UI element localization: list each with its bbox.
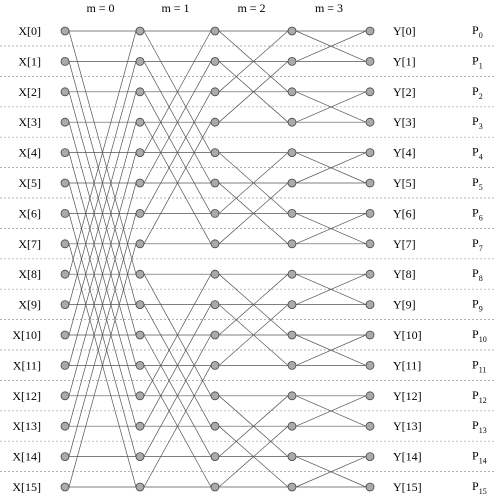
butterfly-node bbox=[136, 88, 144, 96]
processor-letter: P bbox=[472, 53, 479, 68]
processor-label bbox=[472, 479, 487, 496]
processor-label bbox=[472, 23, 483, 40]
butterfly-node bbox=[366, 453, 374, 461]
output-label: Y[6] bbox=[393, 206, 416, 221]
processor-label bbox=[472, 388, 487, 405]
processor-index: 5 bbox=[478, 183, 483, 192]
input-label: X[1] bbox=[18, 54, 41, 69]
input-label: X[4] bbox=[18, 145, 41, 160]
butterfly-node bbox=[136, 57, 144, 65]
butterfly-node bbox=[211, 483, 219, 491]
processor-label bbox=[472, 84, 483, 101]
butterfly-node bbox=[366, 179, 374, 187]
output-label: Y[5] bbox=[393, 176, 416, 190]
butterfly-node bbox=[288, 149, 296, 157]
processor-label bbox=[472, 266, 483, 283]
butterfly-node bbox=[288, 179, 296, 187]
processor-letter: P bbox=[472, 144, 479, 159]
butterfly-node bbox=[288, 88, 296, 96]
butterfly-node bbox=[61, 118, 69, 126]
butterfly-node bbox=[136, 179, 144, 187]
processor-label bbox=[472, 449, 487, 466]
processor-letter: P bbox=[472, 83, 479, 98]
butterfly-node bbox=[288, 301, 296, 309]
butterfly-node bbox=[366, 149, 374, 157]
input-label: X[11] bbox=[12, 358, 41, 373]
processor-index: 2 bbox=[478, 91, 483, 101]
butterfly-node bbox=[61, 392, 69, 400]
processor-letter: P bbox=[472, 175, 479, 189]
butterfly-node bbox=[61, 331, 69, 339]
processor-index: 11 bbox=[478, 365, 487, 375]
butterfly-node bbox=[211, 331, 219, 339]
stage-label: m = 2 bbox=[237, 1, 266, 15]
butterfly-node bbox=[61, 361, 69, 369]
butterfly-node bbox=[211, 209, 219, 217]
butterfly-node bbox=[136, 240, 144, 248]
processor-index: 14 bbox=[478, 456, 487, 466]
processor-index: 4 bbox=[478, 152, 483, 162]
butterfly-node bbox=[366, 422, 374, 430]
butterfly-node bbox=[366, 270, 374, 278]
butterfly-node bbox=[288, 483, 296, 491]
output-label: Y[4] bbox=[393, 145, 416, 160]
output-label: Y[7] bbox=[393, 236, 416, 251]
butterfly-node bbox=[211, 88, 219, 96]
input-label: X[0] bbox=[18, 24, 41, 38]
input-label: X[10] bbox=[12, 328, 41, 342]
butterfly-node bbox=[211, 361, 219, 369]
processor-letter: P bbox=[472, 205, 479, 220]
butterfly-node bbox=[366, 331, 374, 339]
output-label: Y[0] bbox=[393, 24, 416, 38]
processor-label bbox=[472, 297, 483, 314]
input-label: X[3] bbox=[18, 115, 41, 130]
butterfly-node bbox=[136, 149, 144, 157]
processor-label bbox=[472, 53, 483, 70]
butterfly-node bbox=[288, 27, 296, 35]
processor-label bbox=[472, 175, 483, 192]
butterfly-node bbox=[288, 392, 296, 400]
processor-label bbox=[472, 236, 483, 253]
butterfly-node bbox=[136, 422, 144, 430]
butterfly-node bbox=[288, 118, 296, 126]
butterfly-node bbox=[211, 240, 219, 248]
processor-index: 15 bbox=[478, 487, 487, 496]
butterfly-node bbox=[288, 240, 296, 248]
butterfly-node bbox=[211, 270, 219, 278]
output-label: Y[14] bbox=[393, 449, 422, 464]
processor-letter: P bbox=[472, 266, 479, 281]
butterfly-node bbox=[61, 27, 69, 35]
processor-index: 3 bbox=[478, 122, 483, 132]
output-label: Y[15] bbox=[393, 480, 422, 494]
input-label: X[14] bbox=[12, 449, 41, 464]
butterfly-node bbox=[136, 270, 144, 278]
input-label: X[5] bbox=[18, 176, 41, 190]
input-label: X[15] bbox=[12, 480, 41, 494]
butterfly-node bbox=[366, 27, 374, 35]
butterfly-node bbox=[136, 331, 144, 339]
butterfly-node bbox=[288, 331, 296, 339]
processor-letter: P bbox=[472, 357, 479, 372]
butterfly-node bbox=[366, 209, 374, 217]
input-label: X[13] bbox=[12, 419, 41, 434]
input-label: X[6] bbox=[18, 206, 41, 221]
processor-label bbox=[472, 418, 487, 435]
butterfly-node bbox=[366, 361, 374, 369]
output-label: Y[2] bbox=[393, 84, 416, 99]
processor-label bbox=[472, 205, 483, 222]
output-label: Y[9] bbox=[393, 297, 416, 312]
butterfly-node bbox=[211, 149, 219, 157]
butterfly-node bbox=[61, 88, 69, 96]
butterfly-node bbox=[211, 392, 219, 400]
butterfly-node bbox=[61, 179, 69, 187]
stage-label: m = 3 bbox=[314, 1, 344, 15]
butterfly-node bbox=[61, 149, 69, 157]
input-label: X[9] bbox=[18, 297, 41, 312]
butterfly-node bbox=[136, 483, 144, 491]
processor-label bbox=[472, 145, 483, 162]
butterfly-node bbox=[136, 27, 144, 35]
processor-index: 0 bbox=[478, 31, 483, 40]
butterfly-node bbox=[211, 57, 219, 65]
butterfly-node bbox=[211, 118, 219, 126]
butterfly-node bbox=[288, 209, 296, 217]
input-label: X[7] bbox=[18, 236, 41, 251]
output-label: Y[1] bbox=[393, 54, 416, 69]
butterfly-node bbox=[61, 270, 69, 278]
processor-letter: P bbox=[472, 235, 479, 250]
butterfly-node bbox=[136, 209, 144, 217]
output-label: Y[3] bbox=[393, 115, 416, 130]
butterfly-node bbox=[288, 270, 296, 278]
input-label: X[2] bbox=[18, 84, 41, 99]
butterfly-node bbox=[288, 361, 296, 369]
output-label: Y[11] bbox=[393, 358, 422, 373]
butterfly-node bbox=[61, 240, 69, 248]
processor-index: 1 bbox=[478, 61, 483, 71]
processor-letter: P bbox=[472, 23, 479, 37]
butterfly-node bbox=[366, 240, 374, 248]
butterfly-node bbox=[366, 118, 374, 126]
butterfly-node bbox=[61, 209, 69, 217]
processor-label bbox=[472, 357, 486, 374]
processor-letter: P bbox=[472, 114, 479, 129]
butterfly-node bbox=[211, 179, 219, 187]
butterfly-node bbox=[136, 453, 144, 461]
output-label: Y[8] bbox=[393, 267, 416, 282]
processor-label bbox=[472, 327, 487, 344]
butterfly-node bbox=[211, 27, 219, 35]
processor-letter: P bbox=[472, 327, 479, 341]
processor-index: 6 bbox=[478, 213, 483, 223]
processor-letter: P bbox=[472, 479, 479, 493]
stage-label: m = 0 bbox=[86, 1, 115, 15]
butterfly-node bbox=[211, 301, 219, 309]
processor-letter: P bbox=[472, 296, 479, 311]
processor-letter: P bbox=[472, 448, 479, 463]
output-label: Y[12] bbox=[393, 388, 422, 403]
processor-index: 12 bbox=[478, 395, 487, 405]
butterfly-node bbox=[61, 422, 69, 430]
processor-index: 8 bbox=[478, 274, 483, 284]
processor-index: 7 bbox=[478, 243, 483, 253]
stage-labels bbox=[86, 1, 343, 15]
butterfly-node bbox=[366, 392, 374, 400]
butterfly-node bbox=[211, 422, 219, 430]
butterfly-node bbox=[61, 483, 69, 491]
butterfly-node bbox=[136, 392, 144, 400]
butterfly-node bbox=[136, 361, 144, 369]
processor-index: 10 bbox=[478, 335, 487, 344]
processor-letter: P bbox=[472, 418, 479, 433]
processor-label bbox=[472, 114, 483, 131]
butterfly-node bbox=[366, 88, 374, 96]
butterfly-node bbox=[288, 453, 296, 461]
butterfly-node bbox=[136, 301, 144, 309]
butterfly-node bbox=[61, 57, 69, 65]
input-label: X[8] bbox=[18, 267, 41, 282]
output-label: Y[13] bbox=[393, 419, 422, 434]
butterfly-node bbox=[61, 301, 69, 309]
butterfly-node bbox=[288, 57, 296, 65]
butterfly-node bbox=[288, 422, 296, 430]
processor-labels bbox=[472, 23, 487, 496]
stage-label: m = 1 bbox=[161, 1, 190, 15]
input-label: X[12] bbox=[12, 388, 41, 403]
butterfly-node bbox=[366, 483, 374, 491]
processor-letter: P bbox=[472, 387, 479, 402]
butterfly-node bbox=[61, 453, 69, 461]
output-label: Y[10] bbox=[393, 328, 422, 342]
butterfly-node bbox=[136, 118, 144, 126]
processor-index: 9 bbox=[478, 304, 483, 314]
butterfly-node bbox=[366, 301, 374, 309]
processor-index: 13 bbox=[478, 426, 487, 436]
butterfly-node bbox=[211, 453, 219, 461]
butterfly-node bbox=[366, 57, 374, 65]
